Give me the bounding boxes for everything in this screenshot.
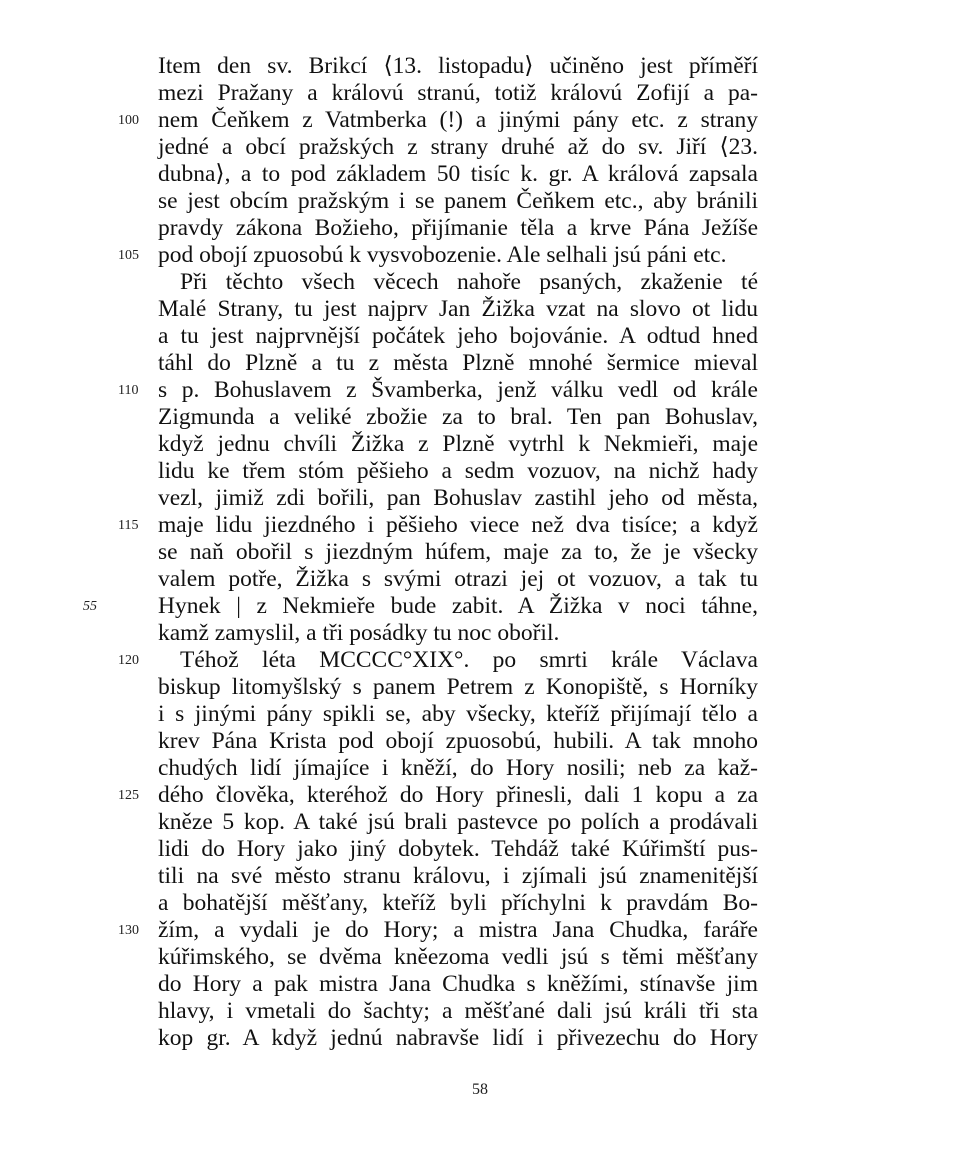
margin-folio-reference: 55 bbox=[83, 599, 97, 614]
text-line: Při těchto všech věcech nahoře psaných, zkaženie té bbox=[180, 269, 758, 295]
line-number: 125 bbox=[118, 788, 139, 803]
text-line: kamž zamyslil, a tři posádky tu noc obořil. bbox=[158, 620, 560, 646]
text-line: kúřimského, se dvěma kněezoma vedli jsú s těmi měšťany bbox=[158, 944, 758, 970]
text-line: a bohatější měšťany, kteříž byli příchylni k pravdám Bo- bbox=[158, 890, 758, 916]
text-line: i s jinými pány spikli se, aby všecky, kteříž přijímají tělo a bbox=[158, 701, 758, 727]
text-line: s p. Bohuslavem z Švamberka, jenž válku vedl od krále bbox=[158, 377, 758, 403]
text-line: tili na své město stranu královu, i zjímali jsú znamenitější bbox=[158, 863, 758, 889]
text-line: vezl, jimiž zdi bořili, pan Bohuslav zastihl jeho od města, bbox=[158, 485, 758, 511]
line-number: 100 bbox=[118, 113, 139, 128]
text-line: nem Čeňkem z Vatmberka (!) a jinými pány etc. z strany bbox=[158, 107, 758, 133]
text-line: se naň obořil s jiezdným húfem, maje za to, že je všecky bbox=[158, 539, 758, 565]
text-line: do Hory a pak mistra Jana Chudka s kněžími, stínavše jim bbox=[158, 971, 758, 997]
text-line: chudých lidí jímajíce i kněží, do Hory nosili; neb za kaž- bbox=[158, 755, 758, 781]
text-line: lidi do Hory jako jiný dobytek. Tehdáž také Kúřimští pus- bbox=[158, 836, 758, 862]
text-line: Zigmunda a veliké zbožie za to bral. Ten pan Bohuslav, bbox=[158, 404, 758, 430]
line-number: 130 bbox=[118, 923, 139, 938]
text-line: lidu ke třem stóm pěšieho a sedm vozuov, na nichž hady bbox=[158, 458, 758, 484]
text-line: Malé Strany, tu jest najprv Jan Žižka vzat na slovo ot lidu bbox=[158, 296, 758, 322]
text-line: kněze 5 kop. A také jsú brali pastevce po polích a prodávali bbox=[158, 809, 758, 835]
text-line: Item den sv. Brikcí ⟨13. listopadu⟩ učiněno jest příměří bbox=[158, 53, 758, 79]
line-number: 115 bbox=[118, 518, 139, 533]
text-line: hlavy, i vmetali do šachty; a měšťané dali jsú králi tři sta bbox=[158, 998, 758, 1024]
text-line: kop gr. A když jednú nabravše lidí i přivezechu do Hory bbox=[158, 1025, 758, 1051]
text-line: a tu jest najprvnější počátek jeho bojovánie. A odtud hned bbox=[158, 323, 758, 349]
text-line: žím, a vydali je do Hory; a mistra Jana Chudka, faráře bbox=[158, 917, 758, 943]
text-line: se jest obcím pražským i se panem Čeňkem etc., aby bránili bbox=[158, 188, 758, 214]
text-line: jedné a obcí pražských z strany druhé až do sv. Jiří ⟨23. bbox=[158, 134, 758, 160]
text-line: pod obojí zpuosobú k vysvobozenie. Ale selhali jsú páni etc. bbox=[158, 242, 727, 268]
line-number: 110 bbox=[118, 383, 139, 398]
text-line: krev Pána Krista pod obojí zpuosobú, hubili. A tak mnoho bbox=[158, 728, 758, 754]
text-line: biskup litomyšlský s panem Petrem z Konopiště, s Horníky bbox=[158, 674, 758, 700]
text-line: mezi Pražany a královú stranú, totiž královú Zofijí a pa- bbox=[158, 80, 758, 106]
text-line: maje lidu jiezdného i pěšieho viece než dva tisíce; a když bbox=[158, 512, 758, 538]
text-line: dubna⟩, a to pod základem 50 tisíc k. gr. A králová zapsala bbox=[158, 161, 758, 187]
page-number: 58 bbox=[472, 1081, 488, 1098]
text-line: táhl do Plzně a tu z města Plzně mnohé šermice mieval bbox=[158, 350, 758, 376]
text-line: Hynek | z Nekmieře bude zabit. A Žižka v noci táhne, bbox=[158, 593, 758, 619]
text-line: když jednu chvíli Žižka z Plzně vytrhl k Nekmieři, maje bbox=[158, 431, 758, 457]
text-line: Téhož léta MCCCC°XIX°. po smrti krále Václava bbox=[180, 647, 758, 673]
text-line: pravdy zákona Božieho, přijímanie těla a krve Pána Ježíše bbox=[158, 215, 758, 241]
text-line: dého člověka, kteréhož do Hory přinesli, dali 1 kopu a za bbox=[158, 782, 758, 808]
text-line: valem potře, Žižka s svými otrazi jej ot vozuov, a tak tu bbox=[158, 566, 758, 592]
line-number: 120 bbox=[118, 653, 139, 668]
line-number: 105 bbox=[118, 248, 139, 263]
